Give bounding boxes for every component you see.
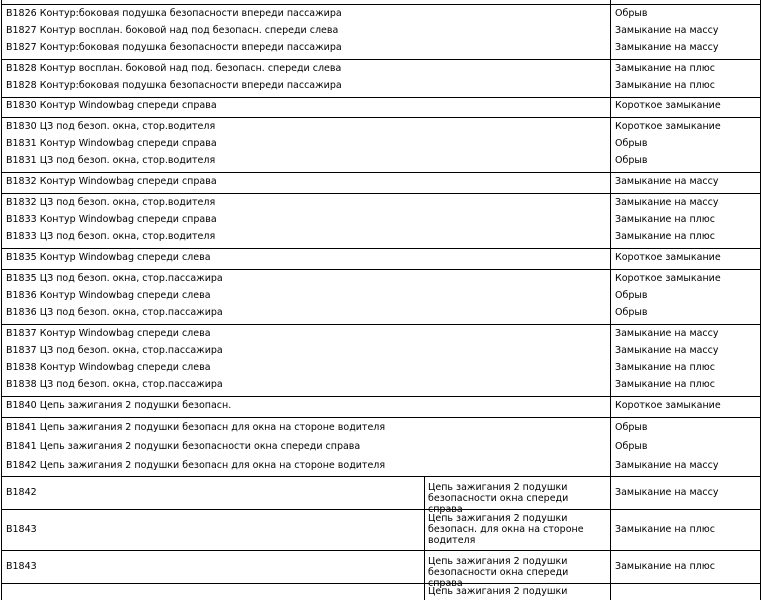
fault-code-description: B1836 Контур Windowbag спереди слева bbox=[6, 290, 211, 301]
fault-status: Замыкание на массу bbox=[615, 328, 719, 339]
fault-status: Короткое замыкание bbox=[615, 400, 721, 411]
fault-description: Цепь зажигания 2 подушки безопасн. для окна на стороне водителя bbox=[428, 513, 584, 546]
fault-status: Замыкание на массу bbox=[615, 486, 719, 498]
fault-status: Замыкание на плюс bbox=[615, 560, 715, 572]
row-divider bbox=[1, 476, 761, 477]
fault-code-description: B1826 Контур:боковая подушка безопасности впереди пассажира bbox=[6, 8, 342, 19]
fault-description: Цепь зажигания 2 подушки безопасности окна спереди справа bbox=[428, 555, 569, 589]
row-divider bbox=[1, 324, 761, 325]
row-divider bbox=[1, 97, 761, 98]
row-divider bbox=[1, 4, 761, 5]
row-divider bbox=[1, 550, 761, 551]
column-divider bbox=[760, 0, 761, 600]
fault-status: Замыкание на плюс bbox=[615, 63, 715, 74]
fault-code-description: B1842 Цепь зажигания 2 подушки безопасн для окна на стороне водителя bbox=[6, 460, 386, 471]
fault-status: Обрыв bbox=[615, 138, 648, 149]
fault-code-description: B1841 Цепь зажигания 2 подушки безопасн для окна на стороне водителя bbox=[6, 422, 386, 433]
column-divider bbox=[424, 476, 425, 600]
fault-status: Замыкание на плюс bbox=[615, 523, 715, 535]
fault-code-description: B1832 ЦЗ под безоп. окна, стор.водителя bbox=[6, 197, 216, 208]
fault-status: Замыкание на плюс bbox=[615, 362, 715, 373]
fault-code-description: B1828 Контур восплан. боковой над под. безопасн. спереди слева bbox=[6, 63, 342, 74]
fault-status: Замыкание на массу bbox=[615, 25, 719, 36]
fault-status: Обрыв bbox=[615, 307, 648, 318]
fault-status: Обрыв bbox=[615, 8, 648, 19]
fault-code-description: B1827 Контур восплан. боковой над под безопасн. спереди слева bbox=[6, 25, 339, 36]
fault-code-description: B1835 Контур Windowbag спереди слева bbox=[6, 252, 211, 263]
fault-code-description: B1835 ЦЗ под безоп. окна, стор.пассажира bbox=[6, 273, 223, 284]
fault-status: Короткое замыкание bbox=[615, 252, 721, 263]
row-divider bbox=[1, 509, 761, 510]
fault-code-description: B1832 Контур Windowbag спереди справа bbox=[6, 176, 217, 187]
fault-code-description: B1837 ЦЗ под безоп. окна, стор.пассажира bbox=[6, 345, 223, 356]
fault-status: Короткое замыкание bbox=[615, 100, 721, 111]
fault-code: B1842 bbox=[6, 486, 37, 498]
fault-description: Цепь зажигания 2 подушки bbox=[428, 586, 568, 597]
fault-status: Короткое замыкание bbox=[615, 121, 721, 132]
fault-code-description: B1837 Контур Windowbag спереди слева bbox=[6, 328, 211, 339]
fault-code-description: B1831 Контур Windowbag спереди справа bbox=[6, 138, 217, 149]
fault-code-description: B1833 Контур Windowbag спереди справа bbox=[6, 214, 217, 225]
row-divider bbox=[1, 269, 761, 270]
row-divider bbox=[1, 193, 761, 194]
fault-status: Замыкание на плюс bbox=[615, 214, 715, 225]
fault-status: Замыкание на массу bbox=[615, 42, 719, 53]
fault-code-description: B1840 Цепь зажигания 2 подушки безопасн. bbox=[6, 400, 232, 411]
fault-code-description: B1828 Контур:боковая подушка безопасности впереди пассажира bbox=[6, 80, 342, 91]
row-divider bbox=[1, 172, 761, 173]
fault-code-description: B1831 ЦЗ под безоп. окна, стор.водителя bbox=[6, 155, 216, 166]
fault-code-description: B1827 Контур:боковая подушка безопасности впереди пассажира bbox=[6, 42, 342, 53]
row-divider bbox=[1, 117, 761, 118]
fault-code-description: B1838 Контур Windowbag спереди слева bbox=[6, 362, 211, 373]
fault-code-description: B1838 ЦЗ под безоп. окна, стор.пассажира bbox=[6, 379, 223, 390]
fault-code-description: B1836 ЦЗ под безоп. окна, стор.пассажира bbox=[6, 307, 223, 318]
fault-code-description: B1830 Контур Windowbag спереди справа bbox=[6, 100, 217, 111]
row-divider bbox=[1, 59, 761, 60]
row-divider bbox=[1, 396, 761, 397]
fault-code: B1843 bbox=[6, 560, 37, 572]
row-divider bbox=[1, 417, 761, 418]
fault-description: Цепь зажигания 2 подушки безопасности окна спереди справа bbox=[428, 481, 569, 515]
fault-status: Обрыв bbox=[615, 290, 648, 301]
fault-status: Замыкание на плюс bbox=[615, 80, 715, 91]
fault-status: Обрыв bbox=[615, 155, 648, 166]
fault-code-description: B1830 ЦЗ под безоп. окна, стор.водителя bbox=[6, 121, 216, 132]
fault-status: Замыкание на массу bbox=[615, 460, 719, 471]
fault-status: Обрыв bbox=[615, 422, 648, 433]
fault-status: Замыкание на плюс bbox=[615, 231, 715, 242]
fault-status: Обрыв bbox=[615, 441, 648, 452]
row-divider bbox=[1, 248, 761, 249]
fault-code-description: B1833 ЦЗ под безоп. окна, стор.водителя bbox=[6, 231, 216, 242]
fault-status: Замыкание на массу bbox=[615, 345, 719, 356]
column-divider bbox=[1, 0, 2, 600]
fault-status: Замыкание на массу bbox=[615, 176, 719, 187]
column-divider bbox=[610, 0, 611, 600]
fault-status: Замыкание на плюс bbox=[615, 379, 715, 390]
fault-code-description: B1841 Цепь зажигания 2 подушки безопасности окна спереди справа bbox=[6, 441, 361, 452]
fault-code: B1843 bbox=[6, 523, 37, 535]
fault-status: Короткое замыкание bbox=[615, 273, 721, 284]
row-divider bbox=[1, 583, 761, 584]
fault-status: Замыкание на массу bbox=[615, 197, 719, 208]
